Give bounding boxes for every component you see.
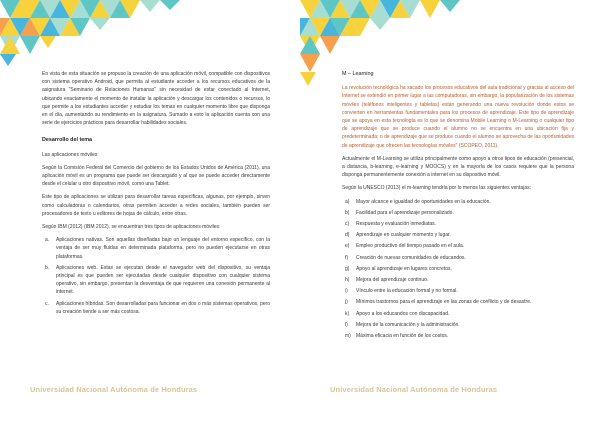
list-item: i) Vínculo entre la educación formal y no formal.	[345, 288, 458, 295]
section-title: M – Learning	[342, 71, 374, 77]
list-item: k) Apoyo a los educandos con discapacidad.	[345, 310, 450, 317]
list-item: l) Mejora de la comunicación y la administración.	[345, 321, 460, 328]
right-page	[300, 0, 600, 424]
list-item: b) Facilidad para el aprendizaje personalizado.	[345, 209, 454, 216]
left-body	[42, 70, 270, 321]
list-item: a. Aplicaciones nativas. Son aquellas diseñadas bajo un lenguaje del entorno específico, con la ventaja de ser muy fluidas en determinada plataforma, pero no pueden ejecutarse en otras plataformas.	[45, 237, 270, 260]
list-item: g) Apoyo al aprendizaje en lugares concretos.	[345, 265, 452, 272]
paragraph: Las aplicaciones móviles:	[42, 151, 99, 158]
list-item: b. Aplicaciones web. Estas se ejecutan desde el navegador web del dispositivo, su ventaja principal es que pueden ser ejecutadas desde cualquier dispositivo con cualquier sistema operativo, sin embargo, presentan la desventaja de que requieren una conexión permanente al internet.	[45, 264, 270, 296]
list-item: m) Máxima eficacia en función de los costos.	[345, 333, 449, 340]
list-item: h) Mejora del aprendizaje continuo.	[345, 277, 429, 284]
paragraph: En vista de esta situación se propuso la creación de una aplicación móvil, compatible con dispositivos con sistema operativo Android, que permita al estudiante acceder a los recursos educativos de la asignatura "Seminario de Relaciones Humanas" sin necesidad de estar conectado al Internet, ubicando exactamente el momento de instalar la aplicación y descargar los contenidos o recursos, lo que permite a los estudiantes acceder y estudiar los temas en cualquier momento libre que disponga en el día, aumentando su rendimiento en la asignatura. Sumado a esto la aplicación cuenta con una serie de ejercicios prácticos para desarrollar habilidades sociales.	[42, 71, 270, 127]
paragraph: Este tipo de aplicaciones se utilizan para desarrollar tareas específicas, algunas, por ejemplo, sirven como calculadoras o calendarios, otras permiten acceder a redes sociales, también pueden ser procesadores de texto u editores de hojas de cálculo, entre otras.	[42, 194, 270, 217]
footer-university: Universidad Nacional Autónoma de Honduras	[330, 385, 498, 394]
paragraph: Según la Comisión Federal del Comercio del gobierno de los Estados Unidos de América (2011), una aplicación móvil es un programa que puede ser descargado y al que se puede acceder directamente desde el celular u otro dispositivo móvil, como una Tablet.	[42, 164, 270, 188]
list-item: f) Creación de nuevas comunidades de educandos.	[345, 254, 466, 261]
list-item: c. Aplicaciones híbridas. Son desarrolladas para funcionar en dos o más sistemas operativos, pero su creación tiende a ser más costosa.	[45, 300, 270, 315]
footer-university: Universidad Nacional Autónoma de Honduras	[30, 385, 198, 394]
triangle-pattern-decoration	[0, 0, 300, 70]
advantages-list	[342, 198, 574, 341]
paragraph: Actualmente el M-Learning se utiliza principalmente como apoyo a otros tipos de educación (presencial, a distancia, b-learning, e-learning y MOOCS) y en la mayoría de los casos requiere que la persona disponga permanentemente conexión a internet en su dispositivo móvil.	[342, 155, 574, 179]
list-item: c) Respuesta y evaluación inmediatas.	[345, 221, 437, 228]
app-types-list	[42, 236, 270, 316]
right-body	[342, 70, 574, 345]
list-item: e) Empleo productivo del tiempo pasado en el aula.	[345, 243, 465, 250]
list-item: d) Aprendizaje en cualquier momento y lugar.	[345, 232, 451, 239]
list-item: a) Mayor alcance e igualdad de oportunidades en la educación.	[345, 198, 491, 205]
section-heading: Desarrollo del tema	[42, 137, 93, 144]
list-item: j) Mínimos trastornos para el aprendizaje en las zonas de conflicto y de desastre.	[345, 299, 532, 306]
paragraph: Según la UNESCO (2013) el m-learning tendría por lo menos las siguientes ventajas:	[342, 185, 531, 192]
paragraph: Según IBM (2012) (IBM 2012), se encuentran tres tipos de aplicaciones móviles:	[42, 224, 221, 231]
paragraph: La revolución tecnológica ha sacado los procesos educativos del aula tradicional y gracias al acceso del Internet se extendió en primer lugar a las computadoras, sin embargo, la popularización de los sistemas móviles (teléfonos inteligentes y tabletas) están generando una nueva revolución donde estos se convierten en herramientas fundamentales para los procesos de aprendizaje. Este tipo de aprendizaje que se apoya en esta tecnología es lo que se denomina Mobile Learning o M-Learning o cualquier tipo de aprendizaje que se produce cuando el alumno no se encuentra en una ubicación fija y predeterminada; o de aprendizaje que se produce cuando el alumno se aprovecha de las oportunidades de aprendizaje que ofrecen las tecnologías móviles" (SCOPEO, 2011).	[342, 85, 574, 149]
